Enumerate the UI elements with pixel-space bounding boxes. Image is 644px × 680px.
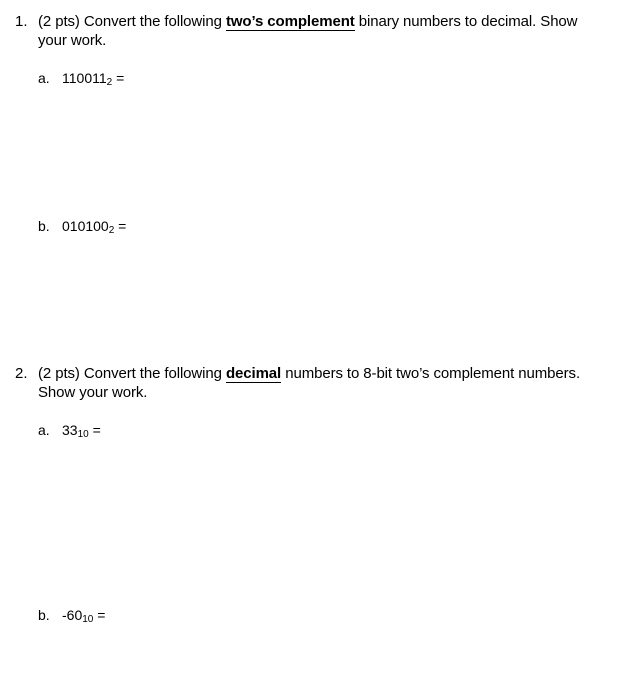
question-1-part-b [38,217,126,235]
question-2-part-b [38,606,105,624]
part-letter: b. [38,218,50,234]
part-base: 2 [108,225,115,236]
question-1-part-a [38,69,124,87]
part-value: 010100 [62,218,109,234]
part-base: 10 [82,614,94,625]
part-base: 2 [106,77,113,88]
question-text-line2: your work. [38,32,107,49]
question-text-after: binary numbers to decimal. Show [358,13,578,30]
question-points: (2 pts) [38,365,80,382]
part-base: 10 [77,429,89,440]
question-text-before: Convert the following [83,13,222,30]
part-equals: = [112,70,125,86]
part-equals: = [114,218,127,234]
part-value: 33 [62,422,78,438]
question-points: (2 pts) [38,13,80,30]
part-equals: = [93,607,106,623]
part-letter: a. [38,70,50,86]
question-text-before: Convert the following [83,365,222,382]
part-value: -60 [62,607,83,623]
question-2-part-a [38,421,101,439]
question-text-line2: Show your work. [38,384,148,401]
question-number: 2. [15,365,28,382]
question-emphasis: two’s complement [225,13,355,30]
part-letter: b. [38,607,50,623]
question-number: 1. [15,13,28,30]
question-prompt [38,12,638,50]
part-letter: a. [38,422,50,438]
question-text-after: numbers to 8-bit two’s complement numbers. [285,365,581,382]
part-equals: = [88,422,101,438]
question-emphasis: decimal [225,365,282,382]
part-value: 110011 [62,70,107,86]
question-prompt [38,364,638,402]
